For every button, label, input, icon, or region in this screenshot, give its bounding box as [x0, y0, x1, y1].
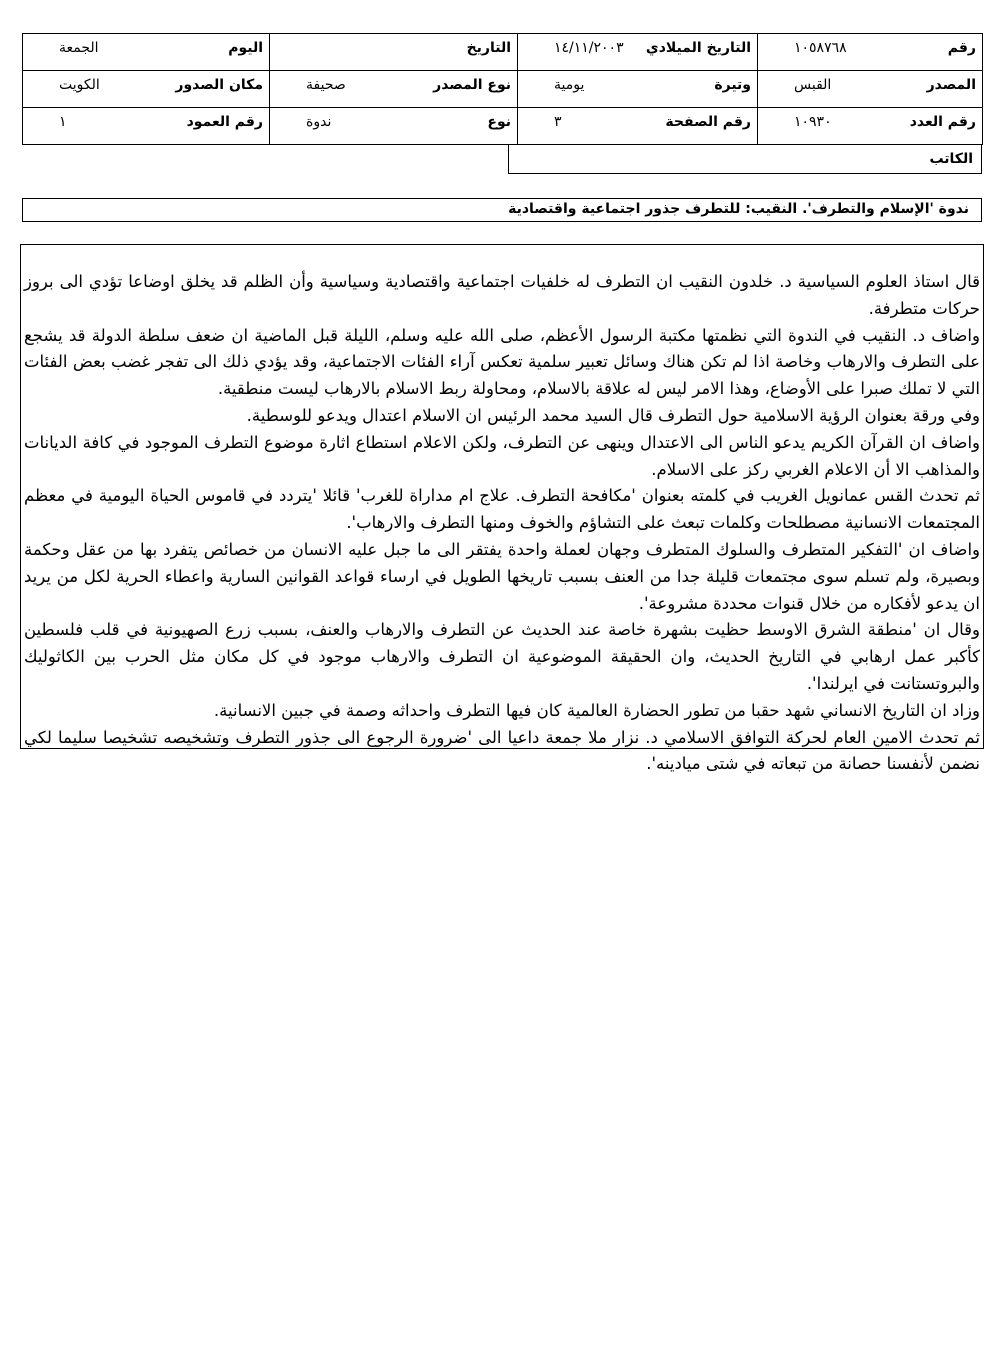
writer-box — [508, 144, 982, 174]
metadata-row-2 — [23, 71, 983, 108]
number-value: ١٠٥٨٧٦٨ — [794, 40, 847, 56]
headline-box — [22, 198, 982, 222]
source-type-cell — [270, 71, 518, 108]
column-value: ١ — [59, 114, 67, 130]
paragraph: واضاف ان القرآن الكريم يدعو الناس الى الاعتدال وينهى عن التطرف، ولكن الاعلام استطاع اثارة موضوع التطرف الموجود في كافة الديانات والمذاهب الا أن الاعلام الغربي ركز على الاسلام. — [24, 432, 980, 479]
day-value: الجمعة — [59, 40, 99, 56]
gregorian-date-cell — [518, 34, 758, 71]
paragraph: وقال ان 'منطقة الشرق الاوسط حظيت بشهرة خاصة عند الحديث عن التطرف والارهاب والعنف، بسبب زرع الصهيونية في قلب فلسطين كأكبر عمل ارهابي في التاريخ الحديث، وان الحقيقة الموضوعية ان التطرف والارهاب موجود في كل مكان مثل الحرب بين الكاثوليك والبروتستانت في ايرلندا'. — [24, 620, 980, 693]
gregorian-date-label: التاريخ الميلادي — [645, 40, 751, 56]
paragraph: قال استاذ العلوم السياسية د. خلدون النقيب ان التطرف له خلفيات اجتماعية واقتصادية وسياسية وأن الظلم قد يخلق اوضاعا تؤدي الى بروز حركات متطرفة. — [24, 272, 980, 318]
paragraph: ثم تحدث الامين العام لحركة التوافق الاسلامي د. نزار ملا جمعة داعيا الى 'ضرورة الرجوع الى جذور التطرف وتشخيصه تشخيصا سليما لكي نضمن لأنفسنا حصانة من تبعاته في شتى ميادينه'. — [24, 727, 980, 774]
day-label: اليوم — [228, 40, 263, 56]
type-value: ندوة — [306, 114, 332, 130]
issue-label: رقم العدد — [909, 114, 976, 130]
source-type-label: نوع المصدر — [433, 77, 511, 93]
issue-cell — [758, 108, 983, 145]
article-body — [20, 244, 984, 774]
paragraph: وزاد ان التاريخ الانساني شهد حقبا من تطور الحضارة العالمية كان فيها التطرف واحداثه وصمة في جبين الانسانية. — [213, 700, 980, 720]
paragraph: واضاف د. النقيب في الندوة التي نظمتها مكتبة الرسول الأعظم، صلى الله عليه وسلم، الليلة قبل الماضية ان ضعف سلطة الدولة قد يشجع على التطرف والارهاب وخاصة اذا لم تكن هناك وسائل تعبير سلمية تعكس آراء الفئات الاجتماعية، وقد يؤدي ذلك الى تفجر غضب بعض الفئات التي لا تملك صبرا على الأوضاع، وهذا الامر ليس له علاقة بالاسلام، ومحاولة ربط الاسلام بالارهاب ليست منطقية. — [24, 325, 980, 399]
frequency-value: يومية — [554, 77, 585, 93]
column-cell — [23, 108, 270, 145]
type-cell — [270, 108, 518, 145]
place-value: الكويت — [59, 77, 100, 93]
frequency-cell — [518, 71, 758, 108]
place-cell — [23, 71, 270, 108]
date-cell — [270, 34, 518, 71]
metadata-table — [22, 33, 983, 145]
issue-value: ١٠٩٣٠ — [794, 114, 832, 130]
source-type-value: صحيفة — [306, 77, 346, 93]
metadata-row-3 — [23, 108, 983, 145]
page-label: رقم الصفحة — [665, 114, 751, 130]
date-label: التاريخ — [466, 40, 511, 56]
paragraph: ثم تحدث القس عمانويل الغريب في كلمته بعنوان 'مكافحة التطرف. علاج ام مداراة للغرب' قائلا 'يتردد في قاموس الحياة اليومية في معظم المجتمعات الانسانية مصطلحات وكلمات تبعث على التشاؤم والخوف ومنها التطرف والارهاب'. — [24, 486, 980, 533]
page-cell — [518, 108, 758, 145]
writer-label: الكاتب — [929, 151, 973, 167]
metadata-row-1 — [23, 34, 983, 71]
headline: ندوة 'الإسلام والتطرف'. النقيب: للتطرف جذور اجتماعية واقتصادية — [508, 201, 969, 217]
source-label: المصدر — [926, 77, 976, 93]
day-cell — [23, 34, 270, 71]
frequency-label: وتيرة — [714, 77, 751, 93]
place-label: مكان الصدور — [175, 77, 263, 93]
column-label: رقم العمود — [186, 114, 263, 130]
number-cell — [758, 34, 983, 71]
number-label: رقم — [947, 40, 976, 56]
gregorian-date-value: ١٤/١١/٢٠٠٣ — [554, 40, 624, 56]
type-label: نوع — [487, 114, 511, 130]
source-value: القبس — [794, 77, 832, 93]
paragraph: وفي ورقة بعنوان الرؤية الاسلامية حول التطرف قال السيد محمد الرئيس ان الاسلام اعتدال ويدعو للوسطية. — [246, 405, 980, 425]
paragraph: واضاف ان 'التفكير المتطرف والسلوك المتطرف وجهان لعملة واحدة يفتقر الى ما جبل عليه الانسان من خصائص يتفرد بها من عقل وحكمة وبصيرة، ولم تسلم سوى مجتمعات قليلة جدا من العنف بسبب تاريخها الطويل في ارساء قواعد القوانين السارية واعطاء الحرية لكل من يريد ان يدعو لأفكاره من خلال قنوات محددة مشروعة'. — [24, 539, 980, 613]
source-cell — [758, 71, 983, 108]
page-value: ٣ — [554, 114, 562, 130]
